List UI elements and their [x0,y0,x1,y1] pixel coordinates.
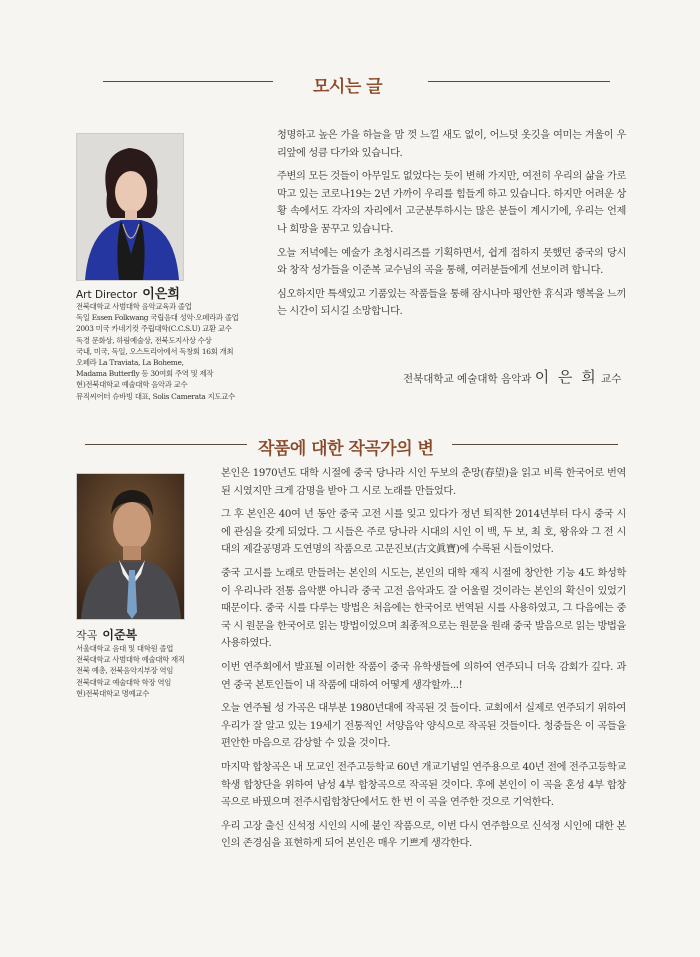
section-title-greeting: 모시는 글 [313,77,383,97]
paragraph: 청명하고 높은 가을 하늘을 맘 껏 느낄 새도 없이, 어느덧 옷깃을 여미는 겨울이 우리앞에 성큼 다가와 있습니다. [277,130,626,159]
bio-line: 서울대학교 음대 및 대학원 졸업 [76,644,174,653]
paragraph: 이번 연주회에서 발표될 이러한 작품이 중국 유학생들에 의하여 연주되니 더욱 감회가 깊다. 과연 중국 본토인들이 내 작품에 대하여 어떻게 생각할까...! [221,661,626,691]
paragraph: 우리 고장 출신 신석정 시인의 시에 붙인 작품으로, 이번 다시 연주함으로 신석정 시인에 대한 본인의 존경심을 표현하게 되어 본인은 매우 기쁘게 생각한다. [221,820,626,850]
director-role: Art Director [76,289,138,301]
bio-line: 전북대학교 사범대학 예술대학 재직 [76,655,185,665]
bio-line: 오페라 La Traviata, La Boheme, [76,358,184,368]
composer-body [221,465,626,859]
paragraph: 주변의 모든 것들이 아무일도 없었다는 듯이 변해 가지만, 여전히 우리의 삶을 가로막고 있는 코로나19는 2년 가까이 우리를 힘들게 하고 있습니다. 하지만 어려운 상황 속에서도 각자의 자리에서 고군분투하시는 많은 분들이 계시기에, 우리는 언제나 희망을 꿈꾸고 있습니다. [277,171,626,235]
director-name [76,283,180,302]
paragraph: 본인은 1970년도 대학 시절에 중국 당나라 시인 두보의 춘망(春望)을 읽고 비록 한국어로 번역된 시였지만 크게 감명을 받아 그 시로 노래를 만들었다. [221,468,626,497]
bio-line: 독경 문화상, 하림예술상, 전북도지사상 수상 [76,335,212,345]
header-rule-right [452,444,618,445]
director-bio [76,301,266,402]
paragraph: 그 후 본인은 40여 년 동안 중국 고전 시를 잊고 있다가 정년 퇴직한 2014년부터 다시 중국 시에 관심을 갖게 되었다. 그 시들은 주로 당나라 시대의 시인 이 백, 두 보, 최 호, 왕유와 그 전 시대의 제갈공명과 도연명의 작품으로 고문진보(古文眞寶)에 수록된 시들이었다. [221,509,626,556]
bio-line: 독일 Essen Folkwang 국립음대 성악·오페라과 졸업 [76,313,239,323]
bio-line: 2003 미국 카네기컷 주립대학(C.C.S.U) 교환 교수 [76,324,232,334]
paragraph: 마지막 합창곡은 내 모교인 전주고등학교 60년 개교기념일 연주용으로 40년 전에 전주고등학교 학생 합창단을 위하여 남성 4부 합창곡으로 작곡된 것이다. 후에 본인이 이 곡을 혼성 4부 합창곡으로 바꿨으며 전주시립합창단에서도 한 번 이 곡을 연주한 것으로 기억한다. [221,761,626,809]
bio-line: 전북 예총, 전북음악지부장 역임 [76,666,174,676]
paragraph: 오늘 연주될 성 가곡은 대부분 1980년대에 작곡된 것 들이다. 교회에서 실제로 연주되기 위하여 우리가 잘 알고 있는 19세기 전통적인 서양음악 양식으로 작곡된 것들이다. 청중들은 이 곡들을 편안한 마음으로 감상할 수 있을 것이다. [221,703,626,750]
header-rule-left [103,81,273,82]
signature-title: 교수 [601,373,622,385]
bio-line: 전북대학교 예술대학 학장 역임 [76,677,172,687]
signature [403,366,621,387]
director-name-text: 이은희 [142,287,180,302]
composer-name-text: 이준복 [102,628,138,642]
signature-name: 이 은 희 [534,368,598,386]
director-photo [76,133,184,281]
header-rule-left [85,444,247,445]
composer-name [76,624,137,643]
bio-line: 전북대학교 사범대학 음악교육과 졸업 [76,302,192,311]
paragraph: 중국 고시를 노래로 만들려는 본인의 시도는, 본인의 대학 재직 시절에 창안한 기능 4도 화성학이 우리나라 전통 음악뿐 아니라 중국 고전 음악과도 잘 어울릴 것이라는 본인의 확신이 있었기 때문이다. 중국 시를 다루는 방법은 처음에는 한국어로 번역된 시를 사용하였고, 그 다음에는 중국 시 원문을 한국어로 읽는 방법이었으며 최종적으로는 원문을 원래 중국 발음으로 읽는 방법을 사용하였다. [221,567,626,650]
header-rule-right [428,81,610,82]
section-title-composer: 작품에 대한 작곡가의 변 [258,439,434,459]
composer-bio [76,643,211,699]
bio-line: Madama Butterfly 등 30여회 주역 및 제작 [76,369,214,379]
paragraph: 심오하지만 특색있고 기품있는 작품들을 통해 잠시나마 평안한 휴식과 행복을 느끼는 시간이 되시길 소망합니다. [277,288,626,318]
paragraph: 오늘 저녁에는 예술가 초청시리즈를 기획하면서, 쉽게 접하지 못했던 중국의 당시와 창작 성가들을 이준복 교수님의 곡을 통해, 여러분들에게 선보이려 합니다. [277,247,626,277]
bio-line: 현)전북대학교 예술대학 음악과 교수 [76,380,188,390]
bio-line: 국내, 미국, 독일, 오스트리아에서 독창회 16회 개최 [76,346,234,356]
composer-role: 작곡 [76,629,98,642]
signature-affiliation: 전북대학교 예술대학 음악과 [403,373,532,385]
greeting-body [277,127,626,327]
bio-line: 현)전북대학교 명예교수 [76,688,150,698]
composer-photo [76,473,185,620]
bio-line: 뮤직씨어터 슈바빙 대표, Solis Camerata 지도교수 [76,391,235,401]
